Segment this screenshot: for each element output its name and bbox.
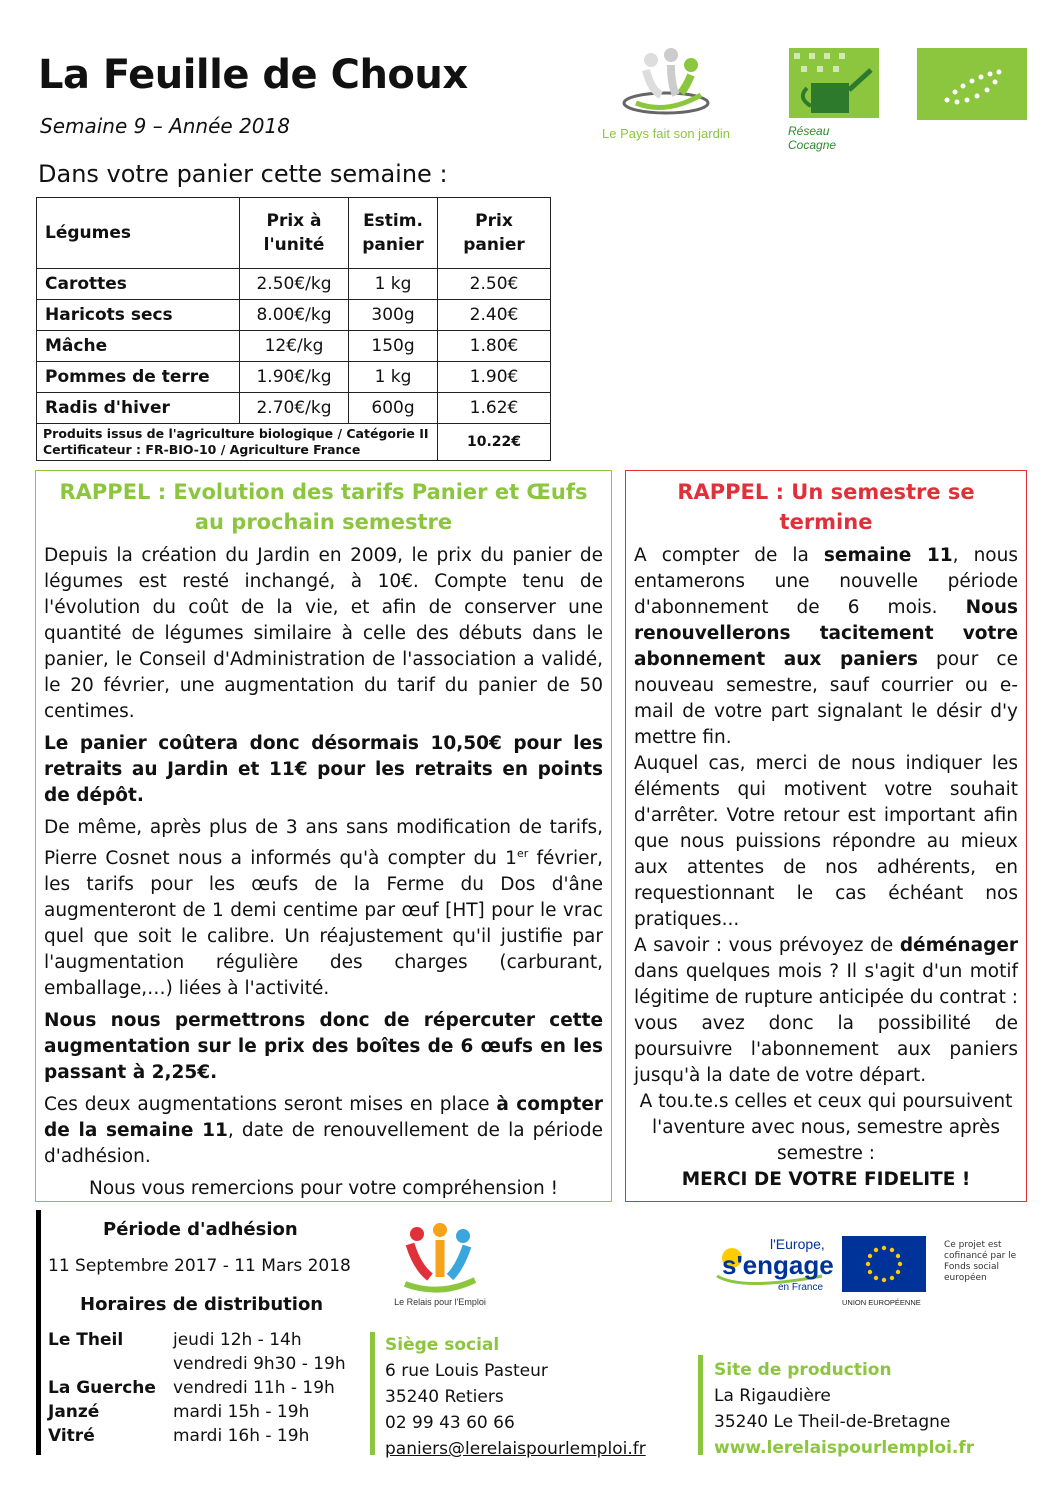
eu-flag-icon (842, 1236, 926, 1292)
list-item: Vitré mardi 16h - 19h (48, 1426, 310, 1446)
col-header-basket-price: Prix panier (438, 198, 551, 269)
tariff-paragraph-5: Ces deux augmentations seront mises en place à compter de la semaine 11, date de renouvellement de la période d'adhésion. (44, 1094, 603, 1168)
list-item: vendredi 9h30 - 19h (173, 1354, 346, 1374)
site-divider-bar (698, 1355, 703, 1455)
distribution-schedule (48, 1328, 358, 1448)
table-row: Haricots secs 8.00€/kg 300g 2.40€ (37, 300, 551, 331)
table-row: Radis d'hiver 2.70€/kg 600g 1.62€ (37, 393, 551, 424)
tariff-thanks: Nous vous remercions pour votre compréhension ! (88, 1178, 558, 1200)
fse-cofinance-note: Ce projet est cofinancé par le Fonds social européen (944, 1240, 1017, 1283)
period-dates: 11 Septembre 2017 - 11 Mars 2018 (48, 1256, 351, 1276)
tariff-paragraph-4: Nous nous permettrons donc de répercuter cette augmentation sur le prix des boîtes de 6 œufs en les passant à 2,25€. (44, 1010, 603, 1084)
tariff-paragraph-2: Le panier coûtera donc désormais 10,50€ pour les retraits au Jardin et 11€ pour les retraits en points de dépôt. (44, 733, 603, 806)
table-header-row (37, 198, 551, 269)
left-divider-bar (36, 1210, 41, 1455)
semester-paragraph-2: Auquel cas, merci de nous indiquer les éléments qui motivent votre souhait d'arrêter. Votre retour est important afin que nous puissions répondre au mieux aux attentes de nos adhérents, en requestionnant le cas échéant nos pratiques... (634, 753, 1018, 930)
page-subtitle: Semaine 9 – Année 2018 (40, 114, 290, 138)
siege-social-block (385, 1332, 646, 1462)
col-header-unit-price: Prix à l'unité (240, 198, 349, 269)
table-row: Carottes 2.50€/kg 1 kg 2.50€ (37, 269, 551, 300)
tariff-reminder-title: RAPPEL : Evolution des tarifs Panier et Œufs au prochain semestre (59, 480, 588, 534)
production-site-block (714, 1357, 974, 1461)
cocagne-caption: Réseau Cocagne (788, 124, 837, 152)
tariff-paragraph-3: De même, après plus de 3 ans sans modification de tarifs, Pierre Cosnet nous a informés qu'à compter du 1er février, les tarifs pour les œufs de la Ferme du Dos d'âne augmenteront de 1 demi centime par œuf [HT] pour le vrac quel que soit le calibre. Un réajustement qu'il justifie par l'augmentation régulière des charges (carburant, emballage,…) liées à l'activité. (44, 817, 603, 1000)
tariff-reminder-box (35, 470, 612, 1202)
list-item: Janzé mardi 15h - 19h (48, 1402, 310, 1422)
relais-caption: Le Relais pour l'Emploi (394, 1297, 486, 1307)
table-row: Pommes de terre 1.90€/kg 1 kg 1.90€ (37, 362, 551, 393)
basket-intro: Dans votre panier cette semaine : (38, 160, 448, 188)
colorful-people-icon (395, 1222, 485, 1297)
semester-reminder-title: RAPPEL : Un semestre se termine (677, 480, 975, 534)
eu-organic-leaf-icon (917, 48, 1027, 120)
list-item: La Guerche vendredi 11h - 19h (48, 1378, 335, 1398)
site-address-line2: 35240 Le Theil-de-Bretagne (714, 1412, 951, 1432)
vegetables-table (36, 197, 551, 461)
siege-divider-bar (370, 1332, 375, 1455)
page-title: La Feuille de Choux (38, 52, 468, 98)
relais-pour-emploi-logo (370, 1222, 510, 1307)
period-title: Période d'adhésion (103, 1219, 298, 1240)
distribution-title: Horaires de distribution (80, 1294, 324, 1315)
siege-label: Siège social (385, 1335, 500, 1355)
pays-fait-son-jardin-logo (586, 45, 746, 141)
siege-email-link[interactable]: paniers@lerelaispourlemploi.fr (385, 1439, 646, 1459)
table-row: Mâche 12€/kg 150g 1.80€ (37, 331, 551, 362)
site-label: Site de production (714, 1360, 892, 1380)
tariff-paragraph-1: Depuis la création du Jardin en 2009, le prix du panier de légumes est resté inchangé, à 10€. Compte tenu de l'évolution du coût de la vie, et afin de conserver une quantité de légumes similaire à celle des débuts dans le panier, le Conseil d'Administration de l'association a validé, le 20 février, une augmentation du tarif du panier de 50 centimes. (44, 545, 603, 722)
eu-label: UNION EUROPÉENNE (842, 1298, 921, 1307)
table-footer-row (37, 424, 551, 461)
list-item: Le Theil jeudi 12h - 14h (48, 1330, 302, 1350)
reseau-cocagne-logo (788, 48, 880, 152)
certification-note: Produits issus de l'agriculture biologique / Catégorie II Certificateur : FR-BIO-10 / Agriculture France (37, 424, 438, 461)
col-header-vegetables: Légumes (37, 198, 240, 269)
siege-phone: 02 99 43 60 66 (385, 1413, 515, 1433)
watering-can-icon (789, 48, 879, 118)
semester-paragraph-3: A savoir : vous prévoyez de déménager dans quelques mois ? Il s'agit d'un motif légitime de rupture anticipée du contrat : vous avez donc la possibilité de poursuivre l'abonnement aux paniers jusqu'à la date de votre départ. (634, 935, 1018, 1086)
site-address-line1: La Rigaudière (714, 1386, 831, 1406)
semester-paragraph-4: A tou.te.s celles et ceux qui poursuivent l'aventure avec nous, semestre après semestre : (639, 1091, 1013, 1164)
eu-organic-logo (917, 48, 1027, 124)
col-header-estimate: Estim. panier (349, 198, 438, 269)
fidelity-thanks: MERCI DE VOTRE FIDELITE ! (681, 1169, 971, 1190)
basket-total: 10.22€ (438, 424, 551, 461)
semester-paragraph-1: A compter de la semaine 11, nous entamerons une nouvelle période d'abonnement de 6 mois. Nous renouvellerons tacitement votre abonnement aux paniers pour ce nouveau semestre, sauf courrier ou e-mail de votre part signalant le désir d'y mettre fin. (634, 545, 1018, 748)
eu-flag-logo (842, 1236, 926, 1307)
siege-address-line2: 35240 Retiers (385, 1387, 504, 1407)
semester-reminder-box (625, 470, 1027, 1202)
europe-engage-logo: l'Europe, s'engage en France (712, 1236, 830, 1302)
website-link[interactable]: www.lerelaispourlemploi.fr (714, 1438, 975, 1458)
pays-caption: Le Pays fait son jardin (602, 126, 730, 141)
siege-address-line1: 6 rue Louis Pasteur (385, 1361, 548, 1381)
people-figures-icon (616, 45, 716, 120)
